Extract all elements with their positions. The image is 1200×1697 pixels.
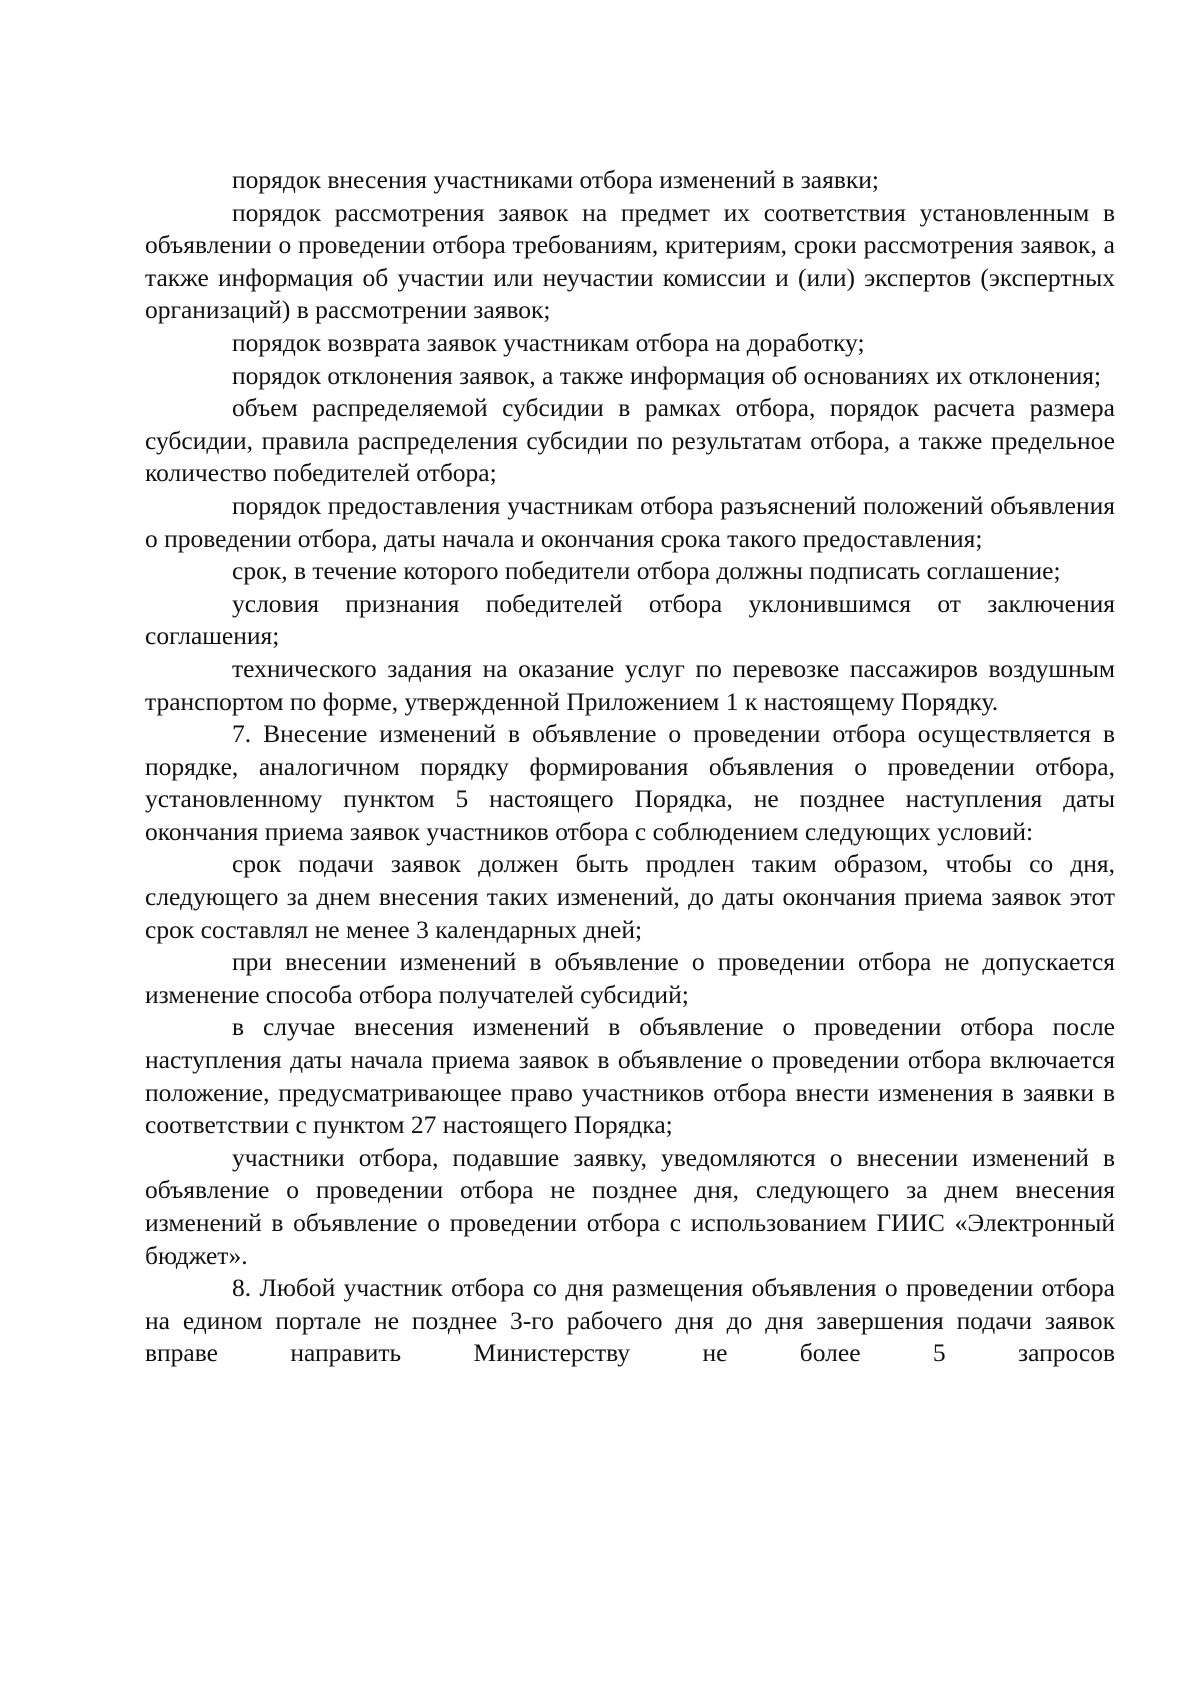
paragraph-review-procedure: порядок рассмотрения заявок на предмет их соответствия установленным в объявлении о проведении отбора требованиям, критериям, сроки рассмотрения заявок, а также информация об участии или неучастии комиссии и (или) экспертов (экспертных организаций) в рассмотрении заявок; [145, 197, 1115, 325]
paragraph-evasion-conditions: условия признания победителей отбора уклонившимся от заключения соглашения; [145, 588, 1115, 651]
paragraph-changes-after-start: в случае внесения изменений в объявление о проведении отбора после наступления даты начала приема заявок в объявление о проведении отбора включается положение, предусматривающее право участников отбора внести изменения в заявки в соответствии с пунктом 27 настоящего Порядка; [145, 1012, 1115, 1140]
paragraph-clarifications: порядок предоставления участникам отбора разъяснений положений объявления о проведении отбора, даты начала и окончания срока такого предоставления; [145, 490, 1115, 553]
paragraph-rejection-procedure: порядок отклонения заявок, а также информация об основаниях их отклонения; [232, 360, 1102, 390]
paragraph-clause-8: 8. Любой участник отбора со дня размещения объявления о проведении отбора на едином портале не позднее 3-го рабочего дня до дня завершения подачи заявок вправе направить Министерству не более 5 запросов [145, 1273, 1115, 1368]
paragraph-amend-applications: порядок внесения участниками отбора изменений в заявки; [232, 165, 879, 194]
paragraph-technical-assignment: технического задания на оказание услуг по перевозке пассажиров воздушным транспортом по форме, утвержденной Приложением 1 к настоящему Порядку. [145, 653, 1115, 716]
paragraph-extension-term: срок подачи заявок должен быть продлен таким образом, чтобы со дня, следующего за днем внесения таких изменений, до даты окончания приема заявок этот срок составлял не менее 3 календарных дней; [145, 849, 1115, 944]
paragraph-clause-7: 7. Внесение изменений в объявление о проведении отбора осуществляется в порядке, аналогичном порядку формирования объявления о проведении отбора, установленному пунктом 5 настоящего Порядка, не позднее наступления даты окончания приема заявок участников отбора с соблюдением следующих условий: [145, 719, 1115, 846]
paragraph-signing-deadline: срок, в течение которого победители отбора должны подписать соглашение; [232, 556, 1061, 586]
paragraph-selection-method: при внесении изменений в объявление о проведении отбора не допускается изменение способа отбора получателей субсидий; [145, 947, 1115, 1009]
paragraph-participant-notification: участники отбора, подавшие заявку, уведомляются о внесении изменений в объявление о проведении отбора не позднее дня, следующего за днем внесения изменений в объявление о проведении отбора с использованием ГИИС «Электронный бюджет». [145, 1142, 1115, 1270]
paragraph-subsidy-volume: объем распределяемой субсидии в рамках отбора, порядок расчета размера субсидии, правила распределения субсидии по результатам отбора, а также предельное количество победителей отбора; [145, 393, 1115, 488]
paragraph-return-for-revision: порядок возврата заявок участникам отбора на доработку; [232, 327, 865, 357]
document-page [145, 164, 1115, 1370]
